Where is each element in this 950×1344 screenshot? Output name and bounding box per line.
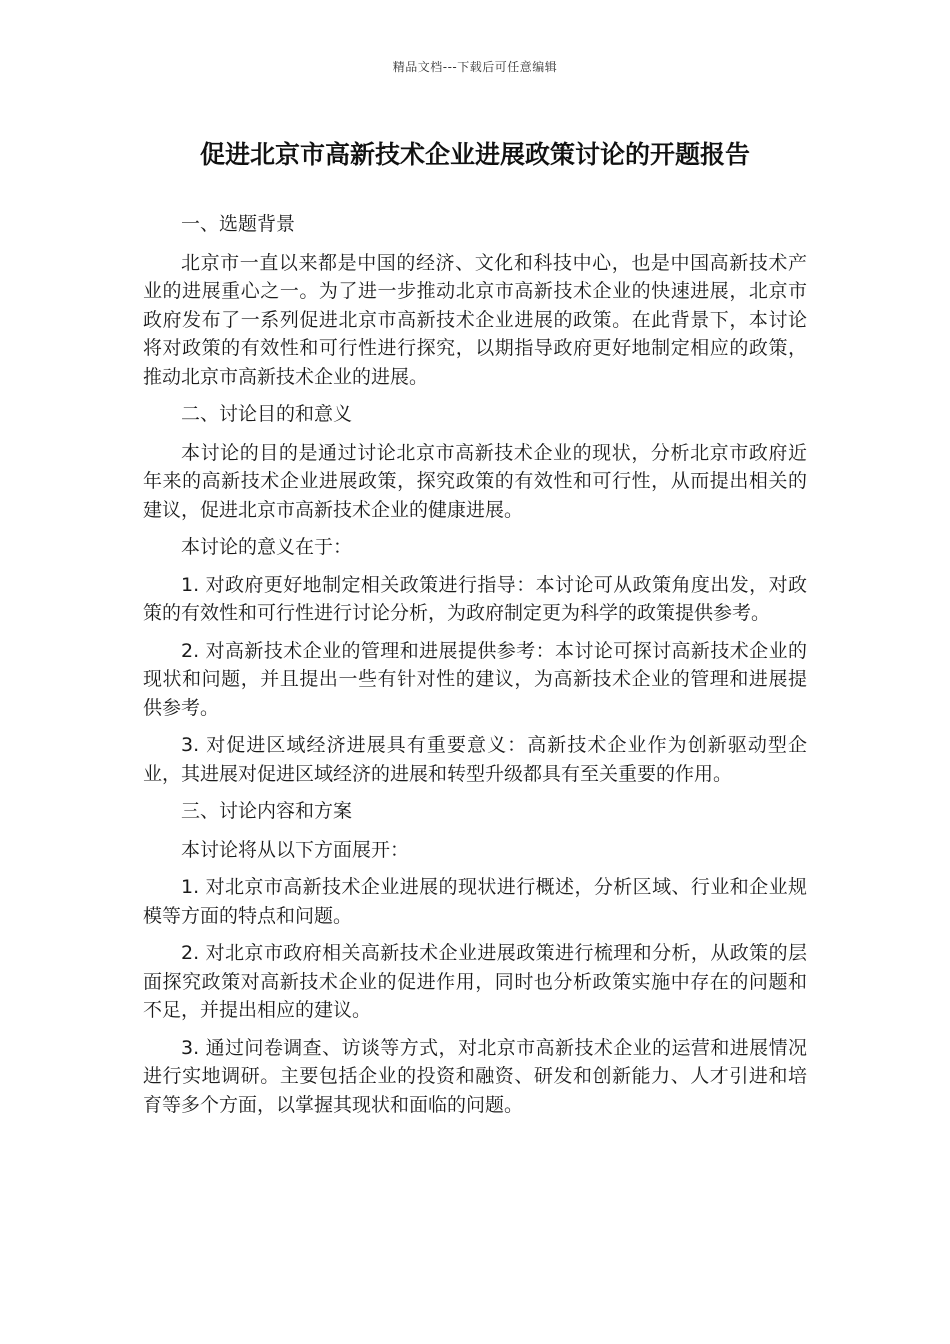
section-heading-background: 一、选题背景	[181, 213, 296, 235]
section-heading-purpose: 二、讨论目的和意义	[181, 403, 353, 425]
paragraph-purpose: 本讨论的目的是通过讨论北京市高新技术企业的现状，分析北京市政府近年来的高新技术企业进展政策，探究政策的有效性和可行性，从而提出相关的建议，促进北京市高新技术企业的健康进展。	[143, 441, 807, 521]
paragraph-significance-intro: 本讨论的意义在于：	[181, 536, 353, 558]
list-item-content-3: 3. 通过问卷调查、访谈等方式，对北京市高新技术企业的运营和进展情况进行实地调研。主要包括企业的投资和融资、研发和创新能力、人才引进和培育等多个方面，以掌握其现状和面临的问题。	[143, 1036, 807, 1116]
document-title: 促进北京市高新技术企业进展政策讨论的开题报告	[199, 140, 750, 169]
list-item-content-2: 2. 对北京市政府相关高新技术企业进展政策进行梳理和分析，从政策的层面探究政策对高新技术企业的促进作用，同时也分析政策实施中存在的问题和不足，并提出相应的建议。	[143, 942, 807, 1021]
list-item-significance-2: 2. 对高新技术企业的管理和进展提供参考：本讨论可探讨高新技术企业的现状和问题，并且提出一些有针对性的建议，为高新技术企业的管理和进展提供参考。	[143, 639, 807, 719]
section-heading-content: 三、讨论内容和方案	[181, 800, 353, 822]
header-watermark: 精品文档---下载后可任意编辑	[392, 60, 558, 74]
list-item-significance-3: 3. 对促进区域经济进展具有重要意义：高新技术企业作为创新驱动型企业，其进展对促进区域经济的进展和转型升级都具有至关重要的作用。	[143, 734, 807, 785]
list-item-significance-1: 1. 对政府更好地制定相关政策进行指导：本讨论可从政策角度出发，对政策的有效性和可行性进行讨论分析，为政府制定更为科学的政策提供参考。	[143, 573, 807, 624]
list-item-content-1: 1. 对北京市高新技术企业进展的现状进行概述，分析区域、行业和企业规模等方面的特点和问题。	[143, 876, 807, 927]
paragraph-content-intro: 本讨论将从以下方面展开：	[181, 838, 410, 861]
paragraph-background: 北京市一直以来都是中国的经济、文化和科技中心，也是中国高新技术产业的进展重心之一。为了进一步推动北京市高新技术企业的快速进展，北京市政府发布了一系列促进北京市高新技术企业进展的政策。在此背景下，本讨论将对政策的有效性和可行性进行探究，以期指导政府更好地制定相应的政策，推动北京市高新技术企业的进展。	[143, 251, 807, 388]
document-body	[143, 210, 807, 1128]
